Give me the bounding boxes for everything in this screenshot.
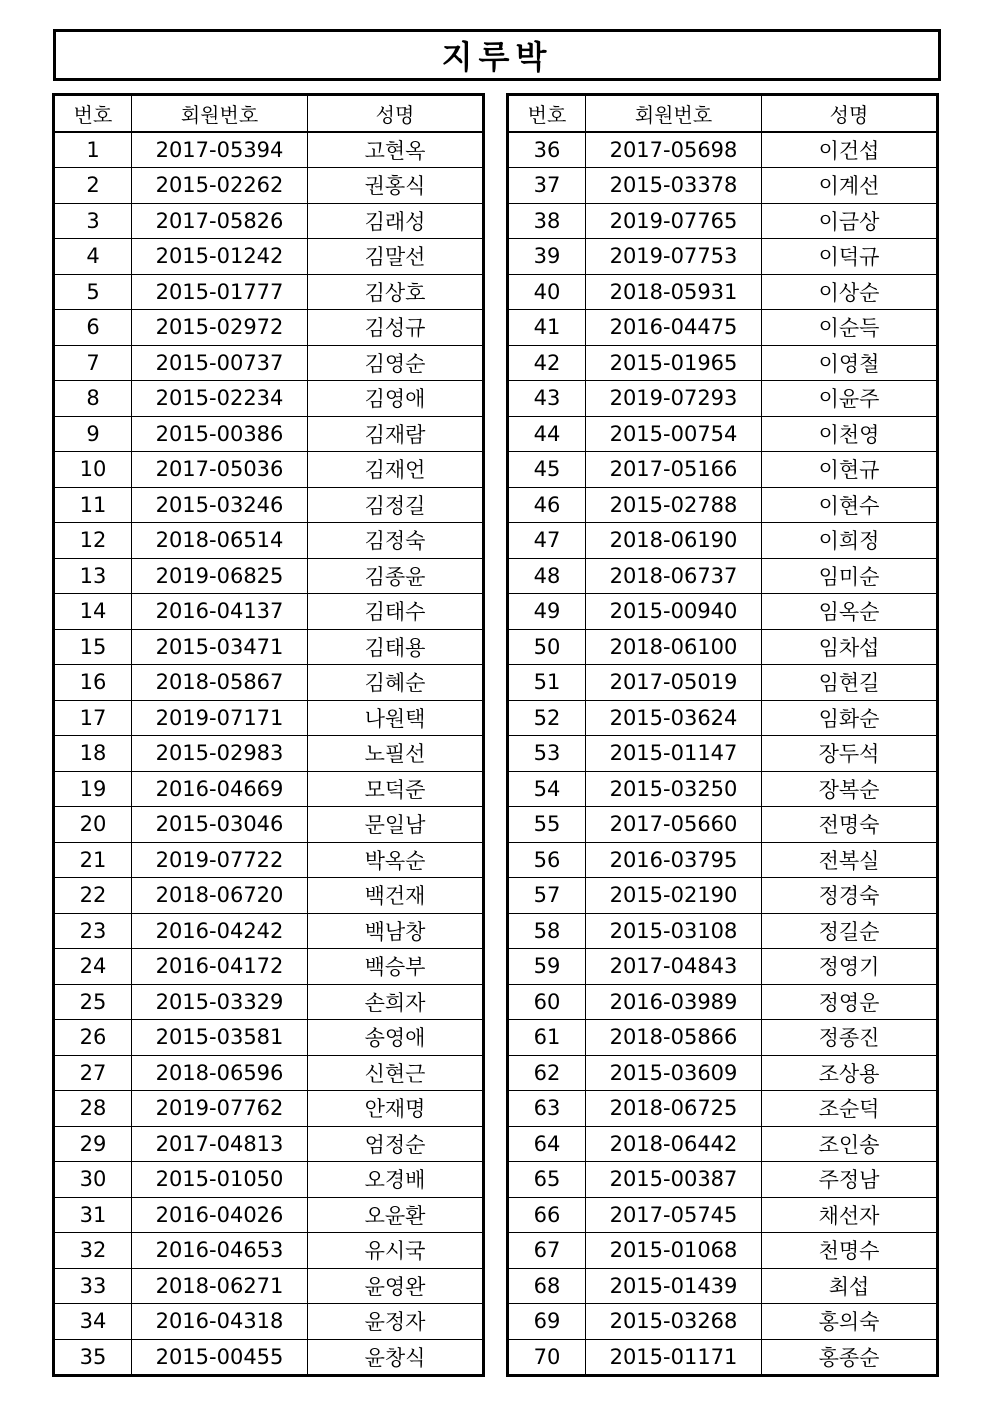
cell-number: 14 (54, 594, 132, 630)
cell-member-id: 2018-05867 (132, 665, 308, 701)
table-row (508, 878, 938, 914)
cell-name: 이덕규 (762, 239, 938, 275)
cell-number: 47 (508, 523, 586, 559)
table-row (508, 807, 938, 843)
table-row (508, 629, 938, 665)
cell-number: 50 (508, 629, 586, 665)
cell-number: 11 (54, 487, 132, 523)
table-row (508, 239, 938, 275)
cell-name: 이희정 (762, 523, 938, 559)
cell-name: 정영기 (762, 949, 938, 985)
table-row (508, 1197, 938, 1233)
cell-number: 45 (508, 452, 586, 488)
cell-number: 41 (508, 310, 586, 346)
table-row (508, 416, 938, 452)
table-row (54, 381, 484, 417)
table-row (54, 345, 484, 381)
header-member-id: 회원번호 (132, 95, 308, 132)
cell-number: 36 (508, 132, 586, 168)
cell-name: 임현길 (762, 665, 938, 701)
cell-member-id: 2017-05394 (132, 132, 308, 168)
cell-name: 김말선 (308, 239, 484, 275)
cell-name: 이건섭 (762, 132, 938, 168)
cell-number: 43 (508, 381, 586, 417)
cell-number: 23 (54, 913, 132, 949)
cell-number: 3 (54, 203, 132, 239)
cell-name: 정길순 (762, 913, 938, 949)
cell-number: 42 (508, 345, 586, 381)
cell-number: 4 (54, 239, 132, 275)
table-row (508, 665, 938, 701)
table-row (54, 558, 484, 594)
cell-name: 홍의숙 (762, 1304, 938, 1340)
cell-number: 66 (508, 1197, 586, 1233)
cell-member-id: 2015-00455 (132, 1339, 308, 1376)
cell-number: 32 (54, 1233, 132, 1269)
cell-number: 60 (508, 984, 586, 1020)
table-row (54, 984, 484, 1020)
cell-name: 오경배 (308, 1162, 484, 1198)
table-row (54, 807, 484, 843)
table-row (54, 168, 484, 204)
cell-member-id: 2018-06100 (586, 629, 762, 665)
cell-name: 정영운 (762, 984, 938, 1020)
table-row (54, 1197, 484, 1233)
cell-member-id: 2015-03471 (132, 629, 308, 665)
cell-member-id: 2017-05019 (586, 665, 762, 701)
table-row (54, 913, 484, 949)
cell-member-id: 2015-03581 (132, 1020, 308, 1056)
cell-name: 윤창식 (308, 1339, 484, 1376)
cell-number: 49 (508, 594, 586, 630)
cell-number: 17 (54, 700, 132, 736)
cell-number: 5 (54, 274, 132, 310)
cell-number: 26 (54, 1020, 132, 1056)
cell-number: 8 (54, 381, 132, 417)
header-number: 번호 (54, 95, 132, 132)
cell-member-id: 2015-00386 (132, 416, 308, 452)
cell-member-id: 2018-06737 (586, 558, 762, 594)
member-table-left (52, 93, 485, 1377)
cell-member-id: 2016-04026 (132, 1197, 308, 1233)
cell-member-id: 2017-05826 (132, 203, 308, 239)
cell-member-id: 2017-04843 (586, 949, 762, 985)
cell-number: 38 (508, 203, 586, 239)
cell-member-id: 2015-00387 (586, 1162, 762, 1198)
table-row (508, 381, 938, 417)
cell-number: 46 (508, 487, 586, 523)
table-row (54, 203, 484, 239)
table-row (508, 1055, 938, 1091)
cell-member-id: 2015-00754 (586, 416, 762, 452)
table-row (508, 1339, 938, 1376)
table-row (54, 1233, 484, 1269)
table-row (508, 1020, 938, 1056)
cell-name: 임화순 (762, 700, 938, 736)
cell-member-id: 2018-06596 (132, 1055, 308, 1091)
cell-name: 안재명 (308, 1091, 484, 1127)
cell-name: 김태용 (308, 629, 484, 665)
cell-name: 김상호 (308, 274, 484, 310)
cell-number: 19 (54, 771, 132, 807)
cell-name: 엄정순 (308, 1126, 484, 1162)
cell-member-id: 2016-04137 (132, 594, 308, 630)
cell-name: 김재언 (308, 452, 484, 488)
cell-name: 김성규 (308, 310, 484, 346)
cell-number: 67 (508, 1233, 586, 1269)
table-row (508, 949, 938, 985)
cell-number: 58 (508, 913, 586, 949)
cell-name: 이상순 (762, 274, 938, 310)
cell-member-id: 2019-07293 (586, 381, 762, 417)
cell-name: 채선자 (762, 1197, 938, 1233)
cell-number: 30 (54, 1162, 132, 1198)
table-row (508, 1126, 938, 1162)
cell-name: 최섭 (762, 1268, 938, 1304)
cell-name: 조인송 (762, 1126, 938, 1162)
table-header-row (54, 95, 484, 132)
cell-name: 정경숙 (762, 878, 938, 914)
cell-member-id: 2016-04318 (132, 1304, 308, 1340)
table-row (508, 487, 938, 523)
cell-member-id: 2015-02262 (132, 168, 308, 204)
table-row (54, 274, 484, 310)
cell-member-id: 2019-07765 (586, 203, 762, 239)
cell-number: 63 (508, 1091, 586, 1127)
table-row (508, 523, 938, 559)
table-row (508, 132, 938, 168)
table-row (508, 1304, 938, 1340)
cell-name: 고현옥 (308, 132, 484, 168)
page-title-box (53, 29, 941, 81)
cell-name: 이순득 (762, 310, 938, 346)
cell-member-id: 2018-06442 (586, 1126, 762, 1162)
cell-number: 34 (54, 1304, 132, 1340)
cell-name: 장두석 (762, 736, 938, 772)
table-row (508, 1091, 938, 1127)
cell-name: 문일남 (308, 807, 484, 843)
cell-member-id: 2015-02190 (586, 878, 762, 914)
table-row (508, 452, 938, 488)
cell-name: 장복순 (762, 771, 938, 807)
cell-name: 모덕준 (308, 771, 484, 807)
cell-member-id: 2015-03378 (586, 168, 762, 204)
cell-name: 윤정자 (308, 1304, 484, 1340)
table-row (54, 1020, 484, 1056)
table-row (508, 1268, 938, 1304)
cell-number: 22 (54, 878, 132, 914)
cell-number: 29 (54, 1126, 132, 1162)
table-row (508, 771, 938, 807)
table-row (508, 345, 938, 381)
header-name: 성명 (762, 95, 938, 132)
table-row (54, 487, 484, 523)
cell-member-id: 2018-06190 (586, 523, 762, 559)
cell-name: 김래성 (308, 203, 484, 239)
cell-number: 40 (508, 274, 586, 310)
cell-member-id: 2018-06271 (132, 1268, 308, 1304)
cell-member-id: 2015-02972 (132, 310, 308, 346)
cell-number: 57 (508, 878, 586, 914)
table-row (508, 700, 938, 736)
cell-name: 권홍식 (308, 168, 484, 204)
table-row (508, 736, 938, 772)
cell-member-id: 2015-02234 (132, 381, 308, 417)
cell-member-id: 2015-03046 (132, 807, 308, 843)
cell-name: 김재람 (308, 416, 484, 452)
cell-number: 16 (54, 665, 132, 701)
cell-name: 김영순 (308, 345, 484, 381)
cell-member-id: 2015-03329 (132, 984, 308, 1020)
table-row (54, 452, 484, 488)
cell-number: 6 (54, 310, 132, 346)
table-row (54, 1268, 484, 1304)
cell-member-id: 2015-02788 (586, 487, 762, 523)
cell-member-id: 2015-03250 (586, 771, 762, 807)
cell-member-id: 2016-04242 (132, 913, 308, 949)
cell-number: 27 (54, 1055, 132, 1091)
cell-member-id: 2015-01965 (586, 345, 762, 381)
cell-name: 백남창 (308, 913, 484, 949)
cell-member-id: 2015-03609 (586, 1055, 762, 1091)
cell-number: 69 (508, 1304, 586, 1340)
table-row (508, 274, 938, 310)
cell-number: 33 (54, 1268, 132, 1304)
table-header-row (508, 95, 938, 132)
cell-member-id: 2016-04172 (132, 949, 308, 985)
cell-number: 52 (508, 700, 586, 736)
cell-name: 임미순 (762, 558, 938, 594)
cell-name: 이계선 (762, 168, 938, 204)
cell-name: 이영철 (762, 345, 938, 381)
cell-name: 오윤환 (308, 1197, 484, 1233)
header-number: 번호 (508, 95, 586, 132)
cell-number: 15 (54, 629, 132, 665)
table-row (54, 1162, 484, 1198)
cell-member-id: 2018-06720 (132, 878, 308, 914)
cell-member-id: 2017-05166 (586, 452, 762, 488)
table-row (508, 310, 938, 346)
table-row (508, 203, 938, 239)
cell-member-id: 2015-01147 (586, 736, 762, 772)
table-row (508, 1233, 938, 1269)
cell-number: 13 (54, 558, 132, 594)
table-row (54, 949, 484, 985)
cell-number: 20 (54, 807, 132, 843)
table-row (54, 1126, 484, 1162)
cell-member-id: 2015-01777 (132, 274, 308, 310)
cell-name: 조상용 (762, 1055, 938, 1091)
cell-member-id: 2018-06725 (586, 1091, 762, 1127)
cell-number: 31 (54, 1197, 132, 1233)
cell-name: 유시국 (308, 1233, 484, 1269)
cell-name: 이천영 (762, 416, 938, 452)
cell-number: 10 (54, 452, 132, 488)
cell-name: 김혜순 (308, 665, 484, 701)
header-name: 성명 (308, 95, 484, 132)
cell-number: 55 (508, 807, 586, 843)
cell-member-id: 2016-04475 (586, 310, 762, 346)
table-row (54, 842, 484, 878)
cell-name: 노필선 (308, 736, 484, 772)
cell-number: 64 (508, 1126, 586, 1162)
cell-member-id: 2019-07171 (132, 700, 308, 736)
cell-name: 백건재 (308, 878, 484, 914)
cell-name: 김태수 (308, 594, 484, 630)
table-row (54, 665, 484, 701)
cell-name: 임옥순 (762, 594, 938, 630)
cell-name: 홍종순 (762, 1339, 938, 1376)
cell-name: 신현근 (308, 1055, 484, 1091)
cell-number: 18 (54, 736, 132, 772)
table-row (508, 594, 938, 630)
member-table-right (506, 93, 939, 1377)
cell-member-id: 2015-01068 (586, 1233, 762, 1269)
cell-member-id: 2017-04813 (132, 1126, 308, 1162)
cell-number: 70 (508, 1339, 586, 1376)
table-row (54, 132, 484, 168)
cell-number: 53 (508, 736, 586, 772)
table-row (508, 558, 938, 594)
table-row (54, 1304, 484, 1340)
table-row (54, 239, 484, 275)
table-row (54, 771, 484, 807)
cell-name: 천명수 (762, 1233, 938, 1269)
cell-number: 28 (54, 1091, 132, 1127)
table-row (54, 1339, 484, 1376)
cell-number: 44 (508, 416, 586, 452)
cell-member-id: 2018-06514 (132, 523, 308, 559)
table-row (54, 736, 484, 772)
cell-name: 송영애 (308, 1020, 484, 1056)
cell-name: 이윤주 (762, 381, 938, 417)
cell-member-id: 2016-04653 (132, 1233, 308, 1269)
cell-number: 39 (508, 239, 586, 275)
table-row (54, 594, 484, 630)
cell-number: 62 (508, 1055, 586, 1091)
cell-number: 68 (508, 1268, 586, 1304)
cell-number: 48 (508, 558, 586, 594)
table-row (54, 523, 484, 559)
cell-number: 21 (54, 842, 132, 878)
cell-member-id: 2018-05931 (586, 274, 762, 310)
table-row (54, 878, 484, 914)
cell-member-id: 2015-03624 (586, 700, 762, 736)
cell-member-id: 2015-03108 (586, 913, 762, 949)
cell-member-id: 2015-03246 (132, 487, 308, 523)
cell-name: 전명숙 (762, 807, 938, 843)
cell-member-id: 2017-05745 (586, 1197, 762, 1233)
cell-member-id: 2016-03795 (586, 842, 762, 878)
table-row (54, 1091, 484, 1127)
cell-member-id: 2015-00940 (586, 594, 762, 630)
cell-member-id: 2015-01439 (586, 1268, 762, 1304)
cell-number: 9 (54, 416, 132, 452)
cell-number: 2 (54, 168, 132, 204)
cell-name: 김영애 (308, 381, 484, 417)
table-row (54, 416, 484, 452)
cell-name: 주정남 (762, 1162, 938, 1198)
table-row (54, 700, 484, 736)
cell-number: 61 (508, 1020, 586, 1056)
header-member-id: 회원번호 (586, 95, 762, 132)
table-row (54, 310, 484, 346)
cell-number: 51 (508, 665, 586, 701)
cell-name: 조순덕 (762, 1091, 938, 1127)
cell-member-id: 2017-05660 (586, 807, 762, 843)
cell-number: 59 (508, 949, 586, 985)
cell-member-id: 2018-05866 (586, 1020, 762, 1056)
cell-member-id: 2019-07753 (586, 239, 762, 275)
cell-number: 1 (54, 132, 132, 168)
page-title: 지루박 (441, 38, 553, 76)
cell-number: 12 (54, 523, 132, 559)
cell-name: 윤영완 (308, 1268, 484, 1304)
cell-number: 54 (508, 771, 586, 807)
cell-name: 백승부 (308, 949, 484, 985)
cell-number: 7 (54, 345, 132, 381)
cell-member-id: 2015-00737 (132, 345, 308, 381)
table-row (508, 913, 938, 949)
cell-number: 25 (54, 984, 132, 1020)
cell-member-id: 2015-03268 (586, 1304, 762, 1340)
cell-member-id: 2019-06825 (132, 558, 308, 594)
cell-name: 임차섭 (762, 629, 938, 665)
cell-name: 김정숙 (308, 523, 484, 559)
cell-member-id: 2015-02983 (132, 736, 308, 772)
cell-member-id: 2015-01242 (132, 239, 308, 275)
cell-name: 나원택 (308, 700, 484, 736)
table-row (508, 984, 938, 1020)
cell-member-id: 2016-04669 (132, 771, 308, 807)
cell-number: 35 (54, 1339, 132, 1376)
cell-name: 김정길 (308, 487, 484, 523)
cell-member-id: 2019-07722 (132, 842, 308, 878)
cell-number: 65 (508, 1162, 586, 1198)
cell-number: 56 (508, 842, 586, 878)
cell-member-id: 2017-05698 (586, 132, 762, 168)
cell-name: 이현수 (762, 487, 938, 523)
table-row (54, 629, 484, 665)
table-row (508, 1162, 938, 1198)
cell-member-id: 2016-03989 (586, 984, 762, 1020)
cell-number: 24 (54, 949, 132, 985)
cell-number: 37 (508, 168, 586, 204)
cell-name: 박옥순 (308, 842, 484, 878)
table-row (508, 168, 938, 204)
cell-member-id: 2017-05036 (132, 452, 308, 488)
cell-name: 이현규 (762, 452, 938, 488)
table-row (54, 1055, 484, 1091)
cell-name: 전복실 (762, 842, 938, 878)
cell-name: 이금상 (762, 203, 938, 239)
cell-member-id: 2019-07762 (132, 1091, 308, 1127)
cell-name: 김종윤 (308, 558, 484, 594)
table-row (508, 842, 938, 878)
cell-member-id: 2015-01171 (586, 1339, 762, 1376)
cell-member-id: 2015-01050 (132, 1162, 308, 1198)
cell-name: 정종진 (762, 1020, 938, 1056)
cell-name: 손희자 (308, 984, 484, 1020)
